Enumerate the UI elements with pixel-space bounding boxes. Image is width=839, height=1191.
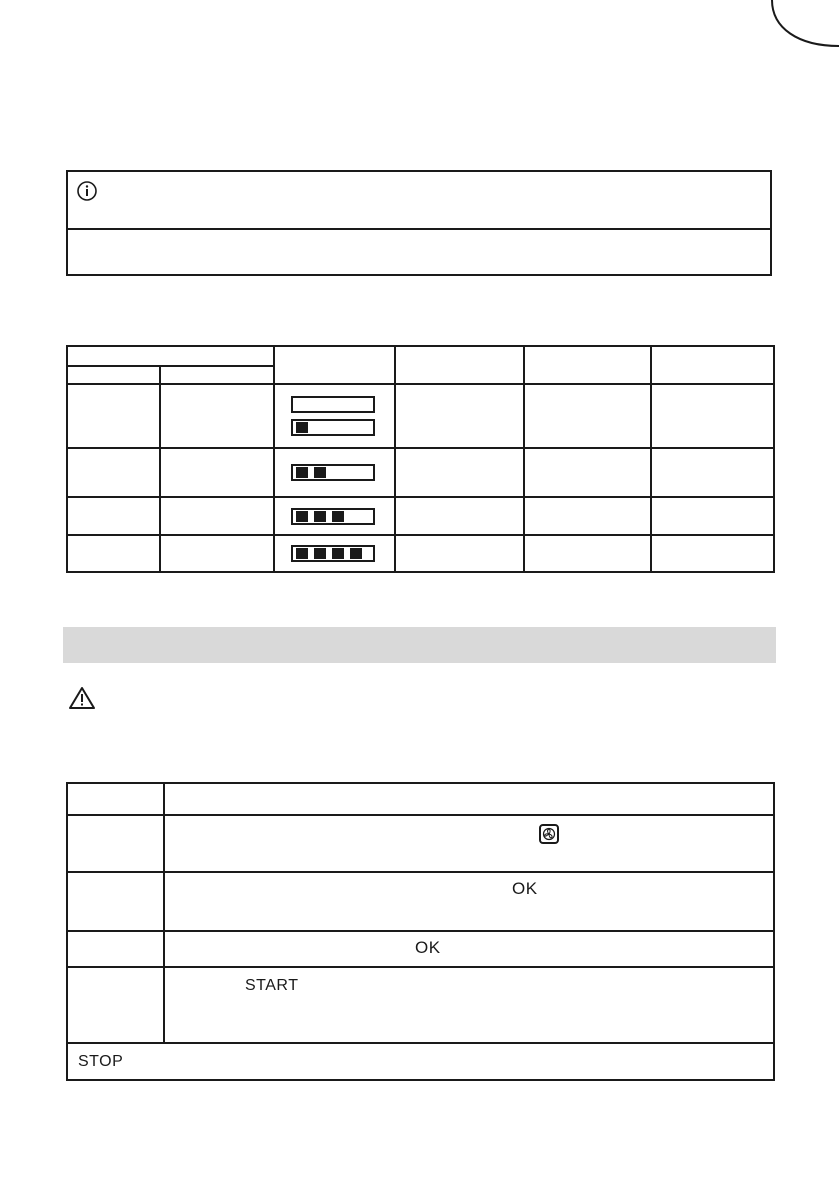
subheader-cell: [160, 366, 274, 384]
level-indicator: [291, 419, 375, 436]
table-cell: [524, 448, 651, 497]
indicator-square: [332, 511, 344, 522]
table-cell: [651, 535, 774, 572]
info-icon: [76, 180, 98, 202]
table-cell: [67, 448, 160, 497]
table-row: [67, 872, 774, 931]
table-row: [67, 448, 774, 497]
table-row: [67, 535, 774, 572]
table-cell: [395, 448, 524, 497]
table-cell: [651, 497, 774, 535]
table-row: [67, 931, 774, 967]
table-row: [67, 1043, 774, 1080]
table-header-row: [67, 783, 774, 815]
table-cell: [160, 384, 274, 448]
footer-cell: [67, 1043, 774, 1080]
indicator-square: [296, 422, 308, 433]
table-header-row: [67, 346, 774, 366]
stop-label: STOP: [78, 1053, 124, 1070]
table-row: [67, 384, 774, 448]
table-cell: [524, 384, 651, 448]
page-corner-mark: [700, 0, 839, 60]
table-cell: [67, 497, 160, 535]
section-heading-band: [63, 627, 776, 663]
table-cell: [160, 497, 274, 535]
steps-table: [66, 782, 775, 1081]
step-cell: [67, 967, 164, 1043]
level-indicator: [291, 545, 375, 562]
table-cell: [524, 497, 651, 535]
description-cell: [164, 967, 774, 1043]
level-indicator: [291, 464, 375, 481]
indicator-square: [296, 548, 308, 559]
indicator-square: [314, 511, 326, 522]
table-cell: [160, 448, 274, 497]
fan-button-icon: [539, 824, 559, 844]
table-cell: [67, 535, 160, 572]
table-cell: [395, 384, 524, 448]
indicator-cell: [274, 448, 395, 497]
warning-icon: [68, 686, 96, 710]
indicator-square: [350, 548, 362, 559]
subheader-cell: [67, 366, 160, 384]
step-header-cell: [67, 783, 164, 815]
indicator-square: [314, 548, 326, 559]
table-cell: [651, 384, 774, 448]
table-cell: [395, 497, 524, 535]
indicator-cell: [274, 384, 395, 448]
start-label: START: [245, 977, 299, 994]
indicator-square: [296, 511, 308, 522]
table-cell: [524, 535, 651, 572]
table-row: [67, 815, 774, 872]
table-row: [67, 497, 774, 535]
description-cell: [164, 931, 774, 967]
step-cell: [67, 931, 164, 967]
header-cell-group: [67, 346, 274, 366]
level-table: [66, 345, 775, 573]
info-note-box: [66, 170, 772, 276]
indicator-square: [332, 548, 344, 559]
table-row: [67, 967, 774, 1043]
description-cell: [164, 815, 774, 872]
indicator-square: [314, 467, 326, 478]
table-cell: [651, 448, 774, 497]
description-cell: [164, 872, 774, 931]
ok-label: OK: [415, 938, 441, 957]
table-cell: [395, 535, 524, 572]
ok-label: OK: [512, 879, 538, 898]
header-cell: [395, 346, 524, 384]
info-box-divider: [68, 228, 770, 230]
table-cell: [160, 535, 274, 572]
header-cell: [524, 346, 651, 384]
description-header-cell: [164, 783, 774, 815]
step-cell: [67, 872, 164, 931]
header-cell: [651, 346, 774, 384]
indicator-cell: [274, 497, 395, 535]
step-cell: [67, 815, 164, 872]
level-indicator: [291, 396, 375, 413]
table-cell: [67, 384, 160, 448]
indicator-square: [296, 467, 308, 478]
header-cell-indicator: [274, 346, 395, 384]
indicator-cell: [274, 535, 395, 572]
level-indicator: [291, 508, 375, 525]
